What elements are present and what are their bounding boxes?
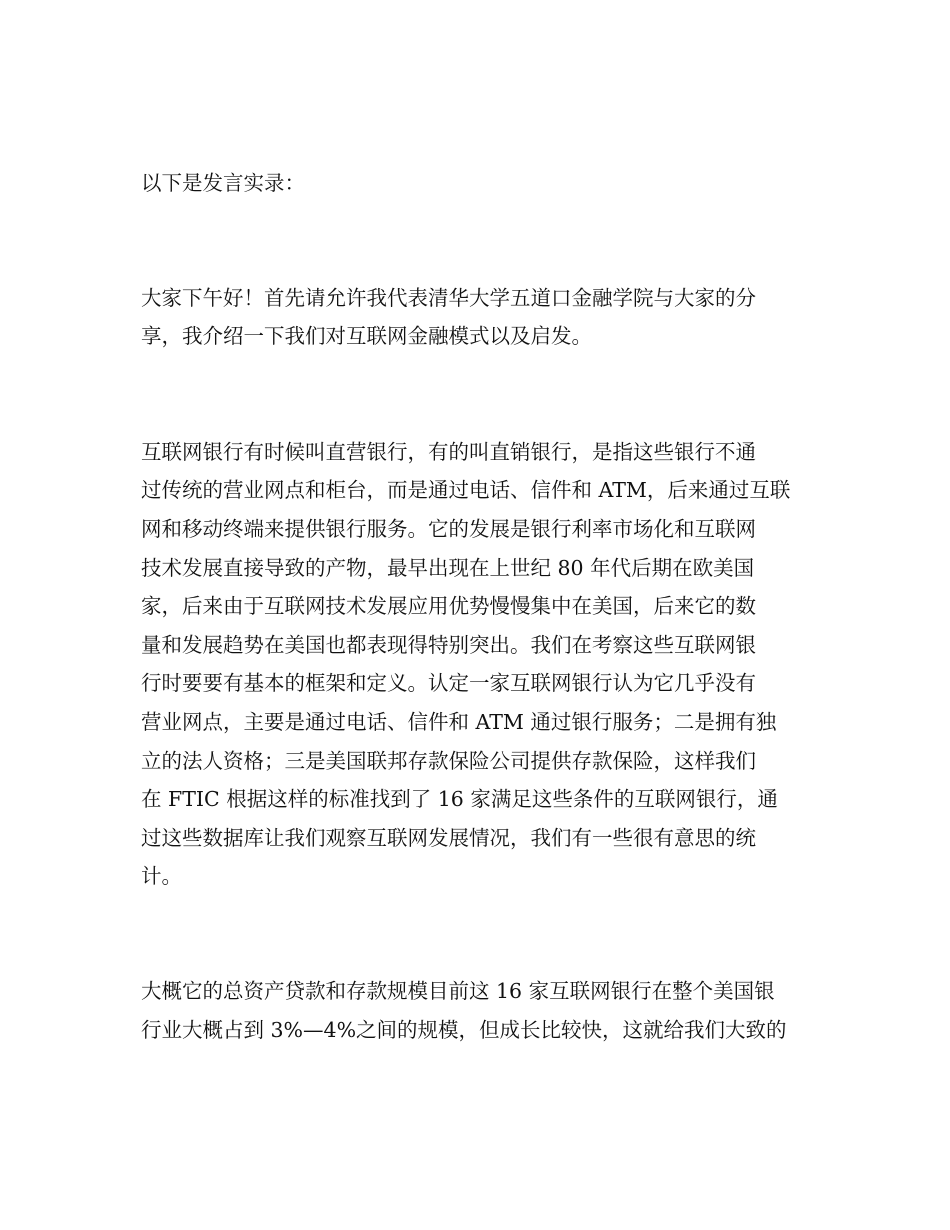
paragraph-1-line-1: 大家下午好！首先请允许我代表清华大学五道口金融学院与大家的分 bbox=[141, 286, 756, 310]
paragraph-2-line-12: 计。 bbox=[141, 864, 182, 888]
paragraph-2-line-2: 过传统的营业网点和柜台，而是通过电话、信件和 ATM，后来通过互联 bbox=[141, 478, 791, 502]
paragraph-2-line-1: 互联网银行有时候叫直营银行，有的叫直销银行，是指这些银行不通 bbox=[141, 440, 756, 464]
paragraph-2-line-11: 过这些数据库让我们观察互联网发展情况，我们有一些很有意思的统 bbox=[141, 826, 756, 850]
paragraph-3-line-2: 行业大概占到 3%—4%之间的规模，但成长比较快，这就给我们大致的 bbox=[141, 1018, 787, 1042]
paragraph-2-line-9: 立的法人资格；三是美国联邦存款保险公司提供存款保险，这样我们 bbox=[141, 749, 756, 773]
paragraph-3-line-1: 大概它的总资产贷款和存款规模目前这 16 家互联网银行在整个美国银 bbox=[141, 979, 775, 1003]
paragraph-1-line-2: 享，我介绍一下我们对互联网金融模式以及启发。 bbox=[141, 324, 592, 348]
paragraph-2-line-3: 网和移动终端来提供银行服务。它的发展是银行利率市场化和互联网 bbox=[141, 517, 756, 541]
paragraph-2-line-7: 行时要要有基本的框架和定义。认定一家互联网银行认为它几乎没有 bbox=[141, 671, 756, 695]
paragraph-2-line-5: 家，后来由于互联网技术发展应用优势慢慢集中在美国，后来它的数 bbox=[141, 594, 756, 618]
paragraph-2-line-6: 量和发展趋势在美国也都表现得特别突出。我们在考察这些互联网银 bbox=[141, 633, 756, 657]
paragraph-2-line-10: 在 FTIC 根据这样的标准找到了 16 家满足这些条件的互联网银行，通 bbox=[141, 787, 778, 811]
paragraph-2-line-4: 技术发展直接导致的产物，最早出现在上世纪 80 年代后期在欧美国 bbox=[141, 556, 755, 580]
paragraph-2-line-8: 营业网点，主要是通过电话、信件和 ATM 通过银行服务；二是拥有独 bbox=[141, 710, 777, 734]
intro-line: 以下是发言实录： bbox=[141, 171, 305, 195]
